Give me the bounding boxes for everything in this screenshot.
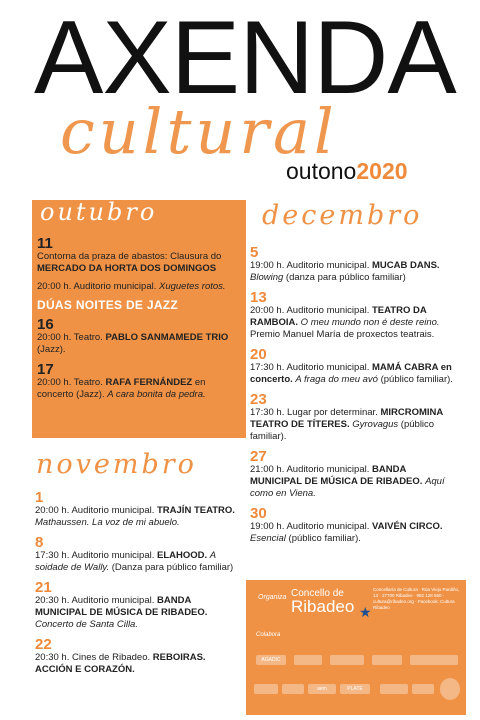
season-year: 2020 — [356, 158, 408, 184]
contact-info: Concellaría de Cultura · Rúa Viejo Pardiño, 13 · 27700 Ribadeo · 982 128 560 · cultura@ribadeo.org · Facebook: Cultura Ribadeo — [373, 587, 460, 610]
event-text: 17:30 h. Auditorio municipal. — [250, 362, 372, 373]
event-italic: A fraga do meu avó — [295, 374, 378, 385]
event-day: 11 — [37, 235, 53, 252]
event-text: 20:30 h. Cines de Ribadeo. — [35, 652, 153, 663]
sponsor-panel — [246, 580, 466, 715]
event-text: 17:30 h. Auditorio municipal. — [35, 550, 157, 561]
event-day: 20 — [250, 346, 267, 363]
sponsor-logo — [380, 684, 408, 694]
event-title: VAIVÉN CIRCO. — [372, 521, 443, 532]
sponsor-logo — [254, 684, 278, 694]
event — [35, 535, 240, 574]
october-events — [37, 236, 242, 407]
event-italic: Esencial — [250, 533, 286, 544]
event — [37, 362, 242, 401]
event-text: Contorna da praza de abastos: Clausura do — [37, 251, 222, 262]
event — [37, 317, 242, 356]
event-text: (Jazz). — [37, 344, 66, 355]
event — [37, 236, 242, 275]
event-italic: A soidade de Wally. — [35, 550, 216, 573]
event-title: BANDA MUNICIPAL DE MÚSICA DE RIBADEO. — [35, 595, 208, 618]
colabora-label: Colabora — [256, 632, 281, 638]
month-december: decembro — [262, 200, 423, 231]
event-title: RAFA FERNÁNDEZ — [105, 377, 193, 388]
event-italic: Aquí como en Viena. — [250, 476, 445, 499]
december-events — [250, 245, 460, 551]
event-title: MAMÁ CABRA en concerto. — [250, 362, 452, 385]
event-text: 19:00 h. Auditorio municipal. — [250, 521, 372, 532]
event-text: 20:00 h. Auditorio municipal. — [250, 305, 372, 316]
event-italic: Xuguetes rotos. — [159, 281, 226, 292]
event — [250, 347, 460, 386]
event-day: 21 — [35, 579, 52, 596]
event-italic: Blowing — [250, 272, 284, 283]
event — [250, 449, 460, 500]
concello-label: Concello de — [291, 588, 344, 599]
sponsor-logo — [410, 655, 458, 665]
event — [250, 290, 460, 341]
event-text: (Danza para público familiar) — [109, 562, 234, 573]
event-italic: O meu mundo non é deste reino. — [300, 317, 440, 328]
event-text: Premio Manuel María de proxectos teatrais. — [250, 329, 435, 340]
page-title: AXENDA — [34, 0, 456, 116]
event-text: 20:30 h. Auditorio municipal. — [35, 595, 157, 606]
event — [35, 637, 240, 676]
sponsor-logo — [282, 684, 304, 694]
sponsor-logo: AGADIC — [256, 655, 286, 665]
event-text: (público familiar). — [250, 419, 435, 442]
event-title: MERCADO DA HORTA DOS DOMINGOS — [37, 263, 217, 274]
organiza-label: Organiza — [258, 594, 287, 601]
sponsor-logo: PLATE — [340, 684, 370, 694]
month-november: novembro — [36, 449, 197, 480]
event — [250, 506, 460, 545]
event-title: PABLO SANMAMEDE TRIO — [105, 332, 229, 343]
event-title: TRAJÍN TEATRO. — [157, 505, 235, 516]
sponsor-seal — [440, 678, 460, 700]
sponsor-logo — [294, 655, 322, 665]
event — [37, 281, 242, 293]
event-italic: Concerto de Santa Cilla. — [35, 619, 138, 630]
event-day: 16 — [37, 316, 54, 333]
event-text: (danza para público familiar) — [283, 272, 406, 283]
event-text: 20:00 h. Teatro. — [37, 332, 106, 343]
event — [35, 490, 240, 529]
event-day: 13 — [250, 289, 267, 306]
event-text: (público familiar). — [377, 374, 453, 385]
ribadeo-label: Ribadeo — [291, 597, 355, 616]
event-day: 22 — [35, 636, 52, 653]
subtitle-script: cultural — [60, 95, 338, 168]
event-day: 27 — [250, 448, 267, 465]
event-italic: Mathaussen. La voz de mi abuelo. — [35, 517, 180, 528]
event-text: en concerto (Jazz). — [37, 377, 206, 400]
event-text: 19:00 h. Auditorio municipal. — [250, 260, 372, 271]
event-text: 20:00 h. Auditorio municipal. — [35, 505, 157, 516]
event-text: 20:00 h. Auditorio municipal. — [37, 281, 159, 292]
event-title: BANDA MUNICIPAL DE MÚSICA DE RIBADEO. — [250, 464, 423, 487]
season-label — [286, 158, 408, 185]
star-icon: ★ — [359, 604, 372, 620]
event-day: 5 — [250, 244, 259, 261]
event-text: 21:00 h. Auditorio municipal. — [250, 464, 372, 475]
event-text: (público familiar). — [285, 533, 361, 544]
november-events — [35, 490, 240, 682]
event-day: 30 — [250, 505, 267, 522]
sponsor-logo — [412, 684, 434, 694]
event-day: 8 — [35, 534, 44, 551]
event-day: 1 — [35, 489, 44, 506]
event-title: MIRCROMINA TEATRO DE TÍTERES. — [250, 407, 443, 430]
event-italic: A cara bonita da pedra. — [107, 389, 206, 400]
event — [250, 245, 460, 284]
event-title: REBOIRAS. ACCIÓN E CORAZÓN. — [35, 652, 206, 675]
event-day: 23 — [250, 391, 267, 408]
event-day: 17 — [37, 361, 54, 378]
event-title: MUCAB DANS. — [372, 260, 440, 271]
event-text: 20:00 h. Teatro. — [37, 377, 106, 388]
concello-logo — [291, 588, 354, 615]
season-word: outono — [286, 158, 357, 184]
sponsor-logo — [372, 655, 402, 665]
event-text: 17:30 h. Lugar por determinar. — [250, 407, 381, 418]
month-october: outubro — [40, 198, 158, 226]
event — [250, 392, 460, 443]
sponsor-logo — [330, 655, 364, 665]
event-title: ELAHOOD. — [157, 550, 208, 561]
sponsor-logo: aem — [308, 684, 336, 694]
event-title: TEATRO DA RAMBOIA. — [250, 305, 427, 328]
event-italic: Gyrovagus — [352, 419, 399, 430]
jazz-heading: DÚAS NOITES DE JAZZ — [37, 298, 179, 312]
event — [35, 580, 240, 631]
